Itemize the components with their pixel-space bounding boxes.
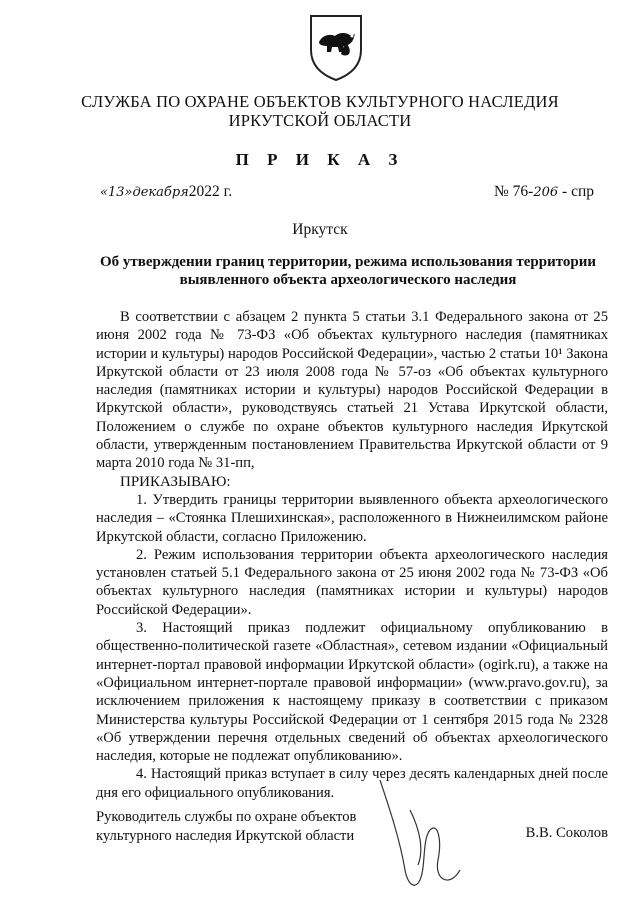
order-item-2: 2. Режим использования территории объекта археологического наследия установлен статьей 5.1 Федерального закона от 25 июня 2002 года № 73-ФЗ «Об объектах культурного наследия (памятниках истории и культуры) народов Российской Федерации». xyxy=(96,546,608,618)
organization-name-line2: ИРКУТСКОЙ ОБЛАСТИ xyxy=(228,111,412,130)
signatory-position-line1: Руководитель службы по охране объектов xyxy=(96,809,357,825)
document-title: П Р И К А З xyxy=(235,150,405,169)
order-date xyxy=(100,183,232,201)
order-item-1: 1. Утвердить границы территории выявленного объекта археологического наследия – «Стоянка Плешихинская», расположенного в Нижнеилимском районе Иркутской области, согласно Приложению. xyxy=(96,491,608,545)
coat-of-arms-icon xyxy=(307,12,365,82)
preamble-paragraph: В соответствии с абзацем 2 пункта 5 статьи 3.1 Федерального закона от 25 июня 2002 года № 73-ФЗ «Об объектах культурного наследия (памятниках истории и культуры) народов Российской Федерации», частью 2 статьи 10¹ Закона Иркутской области от 23 июля 2008 года № 57-оз «Об объектах культурного наследия (памятниках истории и культуры) народов Российской Федерации в Иркутской области», руководствуясь статьей 21 Устава Иркутской области, Положением о службе по охране объектов культурного наследия Иркутской области, утвержденным постановлением Правительства Иркутской области от 9 марта 2010 года № 31-пп, xyxy=(96,309,608,472)
order-subject xyxy=(88,253,608,289)
signatory-position xyxy=(96,808,396,845)
city-name: Иркутск xyxy=(292,221,348,238)
handwritten-number: 206 xyxy=(533,185,559,200)
signatory-position-line2: культурного наследия Иркутской области xyxy=(96,827,355,844)
signatory-name: В.В. Соколов xyxy=(525,825,608,841)
subject-line1: Об утверждении границ территории, режима использования территории xyxy=(99,254,597,270)
order-directive-word: ПРИКАЗЫВАЮ: xyxy=(120,473,231,490)
signature-block xyxy=(96,808,608,845)
order-item-4: 4. Настоящий приказ вступает в силу через десять календарных дней после дня его официального опубликования. xyxy=(96,766,608,801)
organization-header xyxy=(0,92,640,130)
handwritten-month: декабря xyxy=(132,185,189,200)
order-number xyxy=(494,183,594,201)
order-number-prefix: № 76- xyxy=(494,183,534,200)
order-year: 2022 г. xyxy=(188,183,233,200)
subject-line2: выявленного объекта археологического наследия xyxy=(179,272,517,288)
organization-name-line1: СЛУЖБА ПО ОХРАНЕ ОБЪЕКТОВ КУЛЬТУРНОГО НАСЛЕДИЯ xyxy=(81,92,559,111)
order-body xyxy=(96,308,608,802)
order-number-suffix: - спр xyxy=(558,183,594,200)
order-item-3: 3. Настоящий приказ подлежит официальному опубликованию в общественно-политической газете «Областная», сетевом издании «Официальный интернет-портал правовой информации Иркутской области» (ogirk.ru), а также на «Официальном интернет-портале правовой информации» (www.pravo.gov.ru), за исключением приложения к настоящему приказу в соответствии с приказом Министерства культуры Российской Федерации от 1 сентября 2015 года № 2328 «Об утверждении перечня отдельных сведений об объектах археологического наследия, которые не подлежат опубликованию». xyxy=(96,620,608,765)
handwritten-day: «13» xyxy=(100,185,133,200)
